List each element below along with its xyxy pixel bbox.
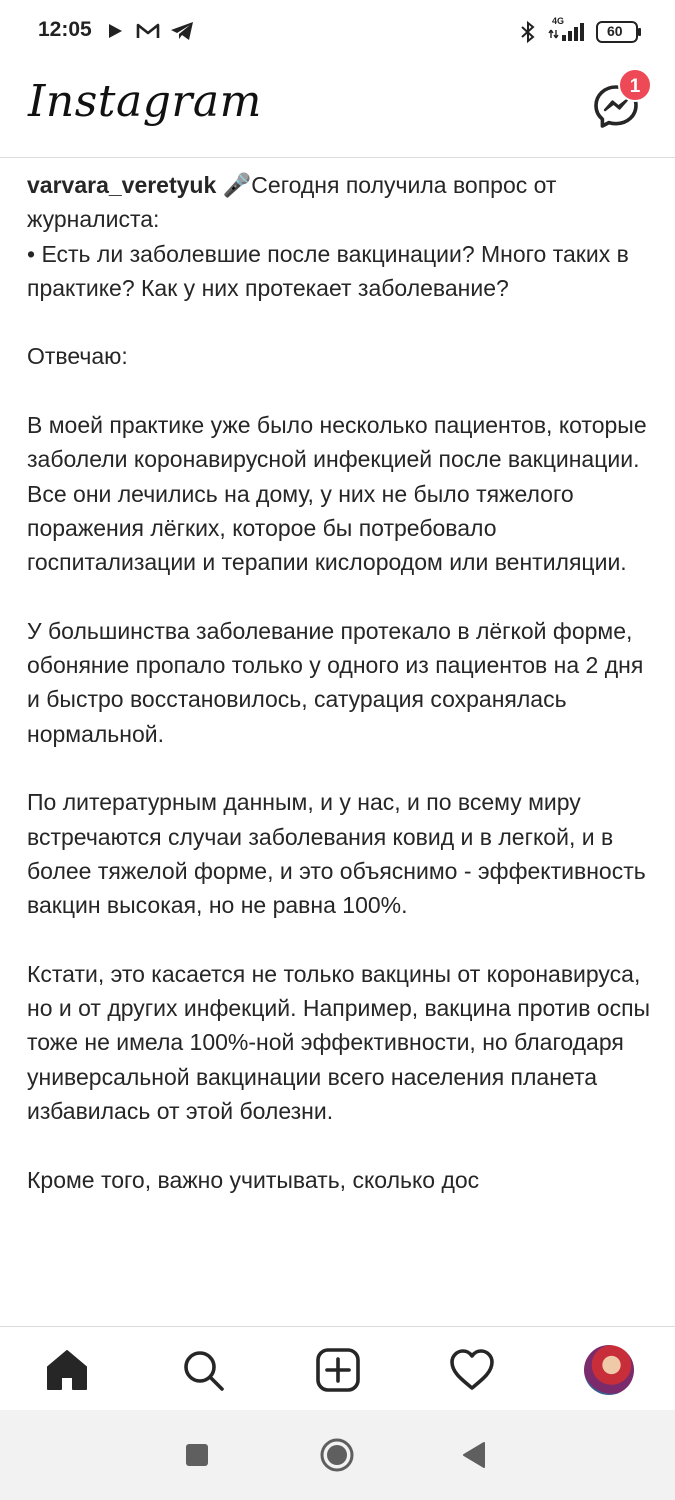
bluetooth-icon bbox=[518, 20, 538, 49]
battery-level: 60 bbox=[607, 23, 623, 39]
status-bar bbox=[0, 0, 675, 64]
telegram-icon bbox=[170, 21, 194, 46]
system-nav bbox=[0, 1410, 675, 1500]
home-button[interactable] bbox=[320, 1438, 354, 1477]
recents-button[interactable] bbox=[186, 1444, 208, 1471]
new-post-icon[interactable] bbox=[315, 1347, 361, 1393]
activity-heart-icon[interactable] bbox=[449, 1347, 495, 1393]
caption-paragraph bbox=[27, 168, 652, 237]
status-time: 12:05 bbox=[38, 18, 92, 41]
gmail-icon bbox=[136, 22, 160, 45]
caption-text: 🎤Сегодня получила вопрос от журналиста: bbox=[27, 172, 557, 233]
post-username[interactable]: varvara_veretyuk bbox=[27, 172, 217, 198]
profile-avatar[interactable] bbox=[584, 1345, 634, 1395]
back-button[interactable] bbox=[462, 1442, 486, 1473]
play-icon bbox=[106, 22, 124, 45]
caption-paragraph: Кстати, это касается не только вакцины от коронавируса, но и от других инфекций. Например, вакцина против оспы тоже не имела 100%-ной эффективности, но благодаря универсальной вакцинации всего населения планета избавилась от этой болезни. bbox=[27, 960, 651, 1125]
home-icon[interactable] bbox=[44, 1347, 90, 1393]
caption-bullet: • Есть ли заболевшие после вакцинации? Много таких в практике? Как у них протекает заболевание? bbox=[27, 240, 629, 301]
caption-paragraph: Кроме того, важно учитывать, сколько дос bbox=[27, 1166, 480, 1193]
caption-paragraph: Отвечаю: bbox=[27, 343, 128, 370]
search-icon[interactable] bbox=[180, 1347, 226, 1393]
caption-paragraph: У большинства заболевание протекало в лёгкой форме, обоняние пропало только у одного из пациентов на 2 дня и быстро восстановилось, сатурация сохранялась нормальной. bbox=[27, 617, 644, 747]
caption-paragraph: В моей практике уже было несколько пациентов, которые заболели коронавирусной инфекцией после вакцинации. Все они лечились на дому, у них не было тяжелого поражения лёгких, которое бы потребовало госпитализации и терапии кислородом или вентиляции. bbox=[27, 412, 647, 576]
network-label: 4G bbox=[552, 16, 565, 26]
post-caption bbox=[27, 168, 652, 1326]
instagram-logo[interactable]: Instagram bbox=[28, 76, 262, 127]
messenger-badge: 1 bbox=[618, 68, 652, 102]
app-header bbox=[0, 64, 675, 158]
battery-icon bbox=[596, 21, 642, 48]
bottom-nav bbox=[0, 1326, 675, 1410]
caption-paragraph: По литературным данным, и у нас, и по всему миру встречаются случаи заболевания ковид и в легкой, и в более тяжелой форме, и это объяснимо - эффективность вакцин высокая, но не равна 100%. bbox=[27, 789, 646, 919]
signal-icon bbox=[548, 16, 588, 49]
